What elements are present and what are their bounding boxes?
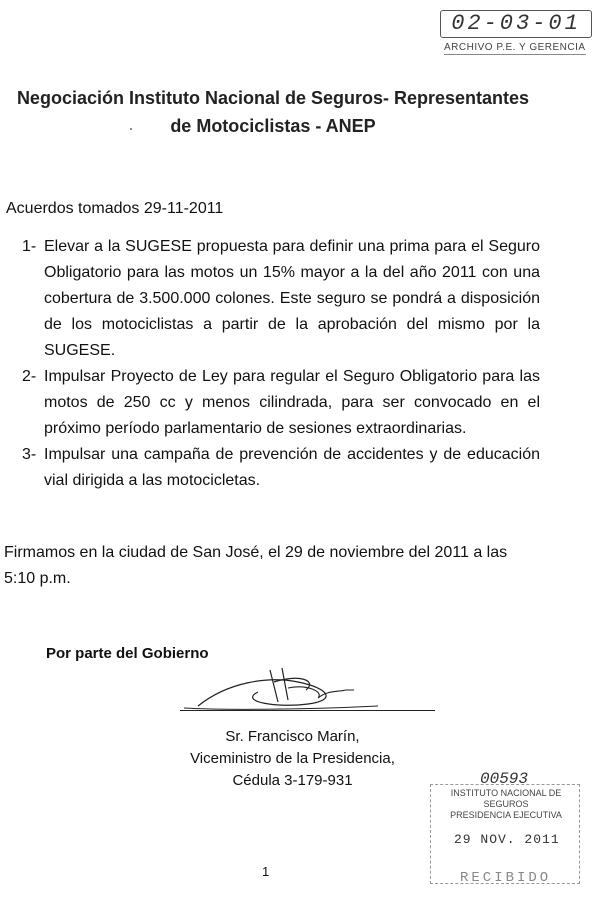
received-department-text: PRESIDENCIA EJECUTIVA	[450, 810, 562, 820]
agreements-list	[22, 234, 540, 494]
agreement-number: 3-	[22, 446, 37, 463]
signer-id: Cédula 3-179-931	[232, 772, 353, 789]
signer-name: Sr. Francisco Marín,	[225, 728, 360, 745]
received-stamp	[430, 770, 600, 890]
archive-stamp-number: 02-03-01	[440, 10, 592, 38]
closing-statement: Firmamos en la ciudad de San José, el 29 de noviembre del 2011 a las 5:10 p.m.	[4, 544, 508, 587]
government-heading: Por parte del Gobierno	[46, 645, 209, 662]
title-line-1: Negociación Instituto Nacional de Seguros- Representantes	[16, 88, 530, 108]
signature-line	[180, 710, 435, 711]
scan-speck	[130, 128, 132, 130]
agreement-number: 1-	[22, 238, 37, 255]
document-title	[0, 84, 546, 140]
signer-block	[170, 726, 415, 792]
agreement-number: 2-	[22, 368, 37, 385]
agreement-item	[22, 364, 540, 442]
page-number: 1	[262, 864, 270, 879]
received-handwritten-number: 00593	[480, 770, 529, 788]
archive-stamp	[440, 10, 600, 56]
agreement-text: Impulsar una campaña de prevención de accidentes y de educación vial dirigida a las motocicletas.	[44, 446, 540, 489]
agreements-heading: Acuerdos tomados 29-11-2011	[6, 200, 224, 217]
signer-title: Viceministro de la Presidencia,	[190, 750, 395, 767]
received-stamp-status: RECIBIDO	[460, 870, 552, 886]
received-institution-text: INSTITUTO NACIONAL DE SEGUROS	[450, 788, 562, 809]
agreement-text: Impulsar Proyecto de Ley para regular el Seguro Obligatorio para las motos de 250 cc y menos cilindrada, para ser convocado en el próximo período parlamentario de sesiones extraordinarias.	[44, 368, 540, 437]
agreement-item	[22, 442, 540, 494]
received-stamp-institution	[436, 788, 576, 821]
agreement-text: Elevar a la SUGESE propuesta para definir una prima para el Seguro Obligatorio para las motos un 15% mayor a la del año 2011 con una cobertura de 3.500.000 colones. Este seguro se pondrá a disposición de los motociclistas a partir de la aprobación del mismo por la SUGESE.	[44, 238, 540, 359]
title-line-2: de Motociclistas - ANEP	[170, 116, 376, 136]
received-stamp-date: 29 NOV. 2011	[454, 832, 560, 847]
archive-stamp-label: ARCHIVO P.E. Y GERENCIA	[444, 42, 586, 53]
agreement-item	[22, 234, 540, 364]
